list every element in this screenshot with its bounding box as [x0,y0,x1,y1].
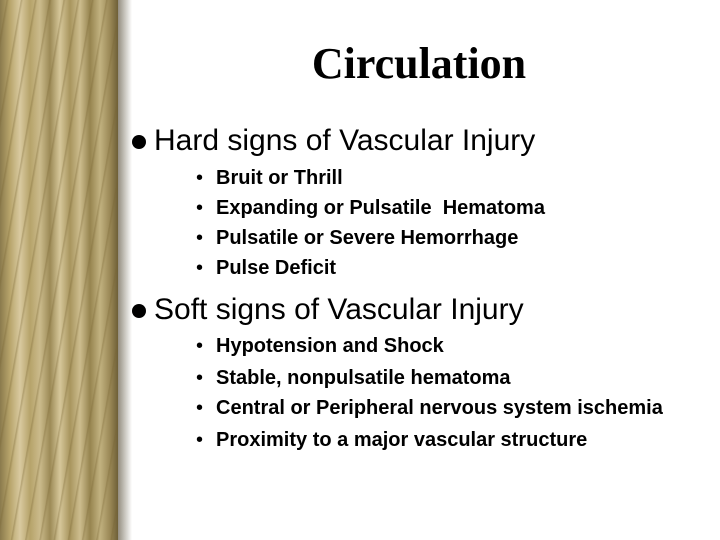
list-item-label: Expanding or Pulsatile Hematoma [216,197,545,219]
bullet-icon: • [196,397,204,419]
list-item [196,366,666,390]
bullet-icon: • [196,167,204,189]
hard-signs-list [196,163,545,283]
list-item [196,253,545,283]
slide-title: Circulation [311,39,527,88]
section-heading-soft-signs [132,293,524,327]
list-item [196,163,545,193]
section-heading-label: Soft signs of Vascular Injury [154,293,524,326]
bullet-icon: • [196,335,204,357]
list-item [196,193,545,223]
list-item-label: Hypotension and Shock [216,335,444,357]
bullet-icon: • [196,257,204,279]
list-item-label: Proximity to a major vascular structure [216,429,588,451]
bullet-dot-icon [132,135,146,149]
section-heading-hard-signs [132,124,535,158]
list-item-label: Bruit or Thrill [216,167,343,189]
bullet-dot-icon [132,304,146,318]
bullet-icon: • [196,367,204,389]
list-item [196,223,545,253]
bullet-icon: • [196,429,204,451]
list-item-label: Central or Peripheral nervous system ischemia [216,397,663,419]
list-item-label: Stable, nonpulsatile hematoma [216,367,511,389]
soft-signs-list [196,334,666,458]
list-item [196,396,666,420]
list-item [196,428,666,452]
decorative-gold-border [0,0,118,540]
list-item-label: Pulse Deficit [216,257,337,279]
bullet-icon: • [196,197,204,219]
list-item [196,334,666,358]
bullet-icon: • [196,227,204,249]
section-heading-label: Hard signs of Vascular Injury [154,124,536,157]
list-item-label: Pulsatile or Severe Hemorrhage [216,227,519,249]
